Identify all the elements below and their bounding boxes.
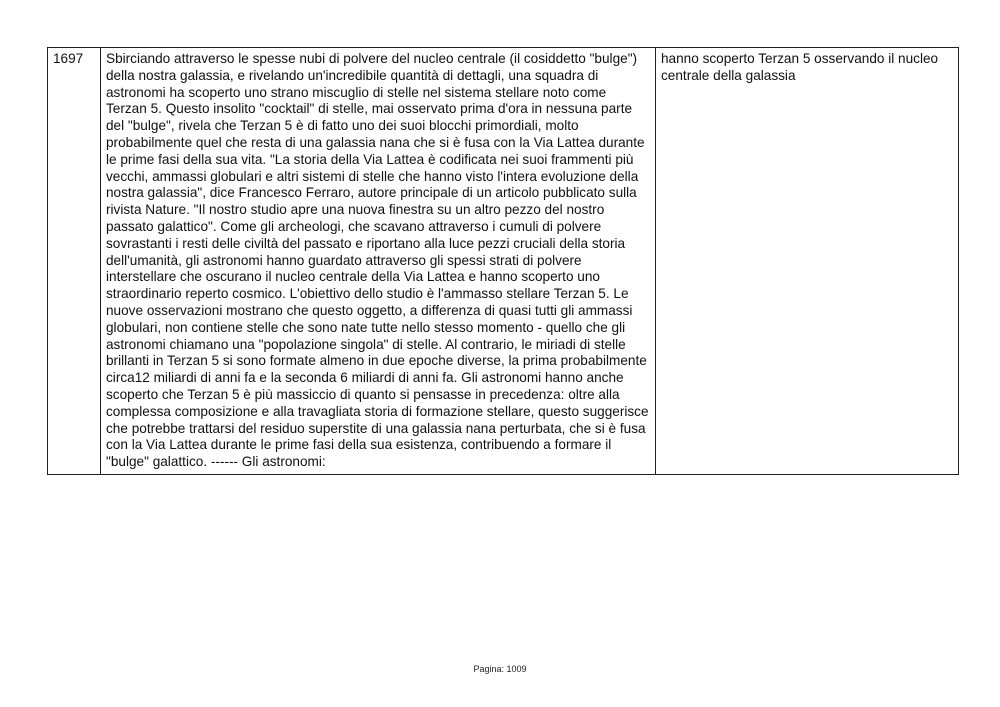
page-number: Pagina: 1009 — [473, 664, 527, 674]
row-text-cell: Sbirciando attraverso le spesse nubi di polvere del nucleo centrale (il cosiddetto "bulge") della nostra galassia, e rivelando un'incredibile quantità di dettagli, una squadra di astronomi ha scoperto uno strano miscuglio di stelle nel sistema stellare noto come Terzan 5. Questo insolito "cocktail" di stelle, mai osservato prima d'ora in nessuna parte del "bulge", rivela che Terzan 5 è di fatto uno dei suoi blocchi primordiali, molto probabilmente quel che resta di una galassia nana che si è fusa con la Via Lattea durante le prime fasi della sua vita. "La storia della Via Lattea è codificata nei suoi frammenti più vecchi, ammassi globulari e altri sistemi di stelle che hanno visto l'intera evoluzione della nostra galassia", dice Francesco Ferraro, autore principale di un articolo pubblicato sulla rivista Nature. "Il nostro studio apre una nuova finestra su un altro pezzo del nostro passato galattico". Come gli archeologi, che scavano attraverso i cumuli di polvere sovrastanti i resti delle civiltà del passato e riportano alla luce pezzi cruciali della storia dell'umanità, gli astronomi hanno guardato attraverso gli spessi strati di polvere interstellare che oscurano il nucleo centrale della Via Lattea e hanno scoperto uno straordinario reperto cosmico. L'obiettivo dello studio è l'ammasso stellare Terzan 5. Le nuove osservazioni mostrano che questo oggetto, a differenza di quasi tutti gli ammassi globulari, non contiene stelle che sono nate tutte nello stesso momento - quello che gli astronomi chiamano una "popolazione singola" di stelle. Al contrario, le miriadi di stelle brillanti in Terzan 5 si sono formate almeno in due epoche diverse, la prima probabilmente circa12 miliardi di anni fa e la seconda 6 miliardi di anni fa. Gli astronomi hanno anche scoperto che Terzan 5 è più massiccio di quanto si pensasse in precedenza: oltre alla complessa composizione e alla travagliata storia di formazione stellare, questo suggerisce che potrebbe trattarsi del residuo superstite di una galassia nana perturbata, che si è fusa con la Via Lattea durante le prime fasi della sua esistenza, contribuendo a formare il "bulge" galattico. ------ Gli astronomi: — [101, 48, 656, 475]
table-row — [48, 48, 959, 475]
row-answer-cell: hanno scoperto Terzan 5 osservando il nucleo centrale della galassia — [656, 48, 959, 475]
document-table — [47, 47, 959, 475]
row-id-cell: 1697 — [48, 48, 101, 475]
